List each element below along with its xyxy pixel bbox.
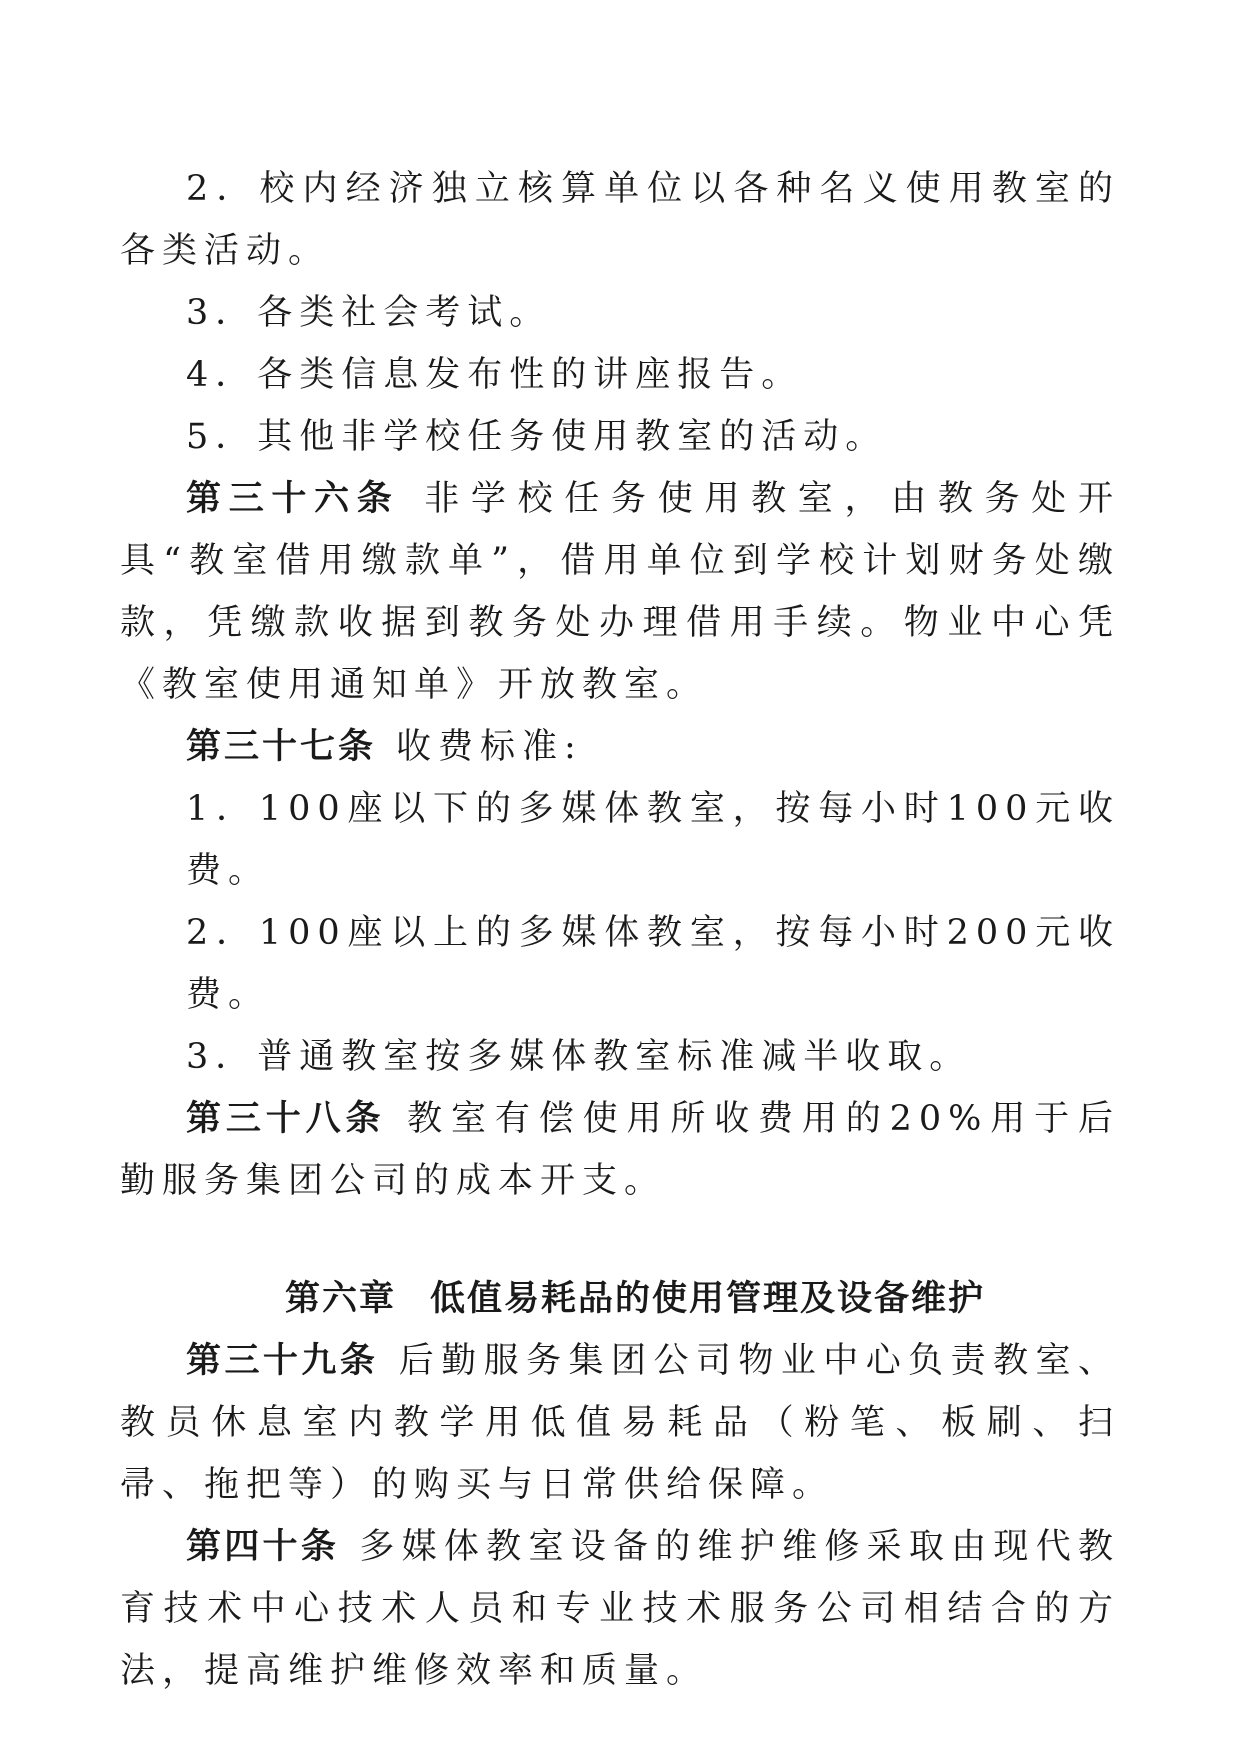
article-40 <box>120 1516 1120 1702</box>
article-text: 多媒体教室设备的维护维修采取由现代教育技术中心技术人员和专业技术服务公司相结合的方法，提高维护维修效率和质量。 <box>120 1527 1120 1691</box>
article-heading: 第三十六条 <box>186 479 400 519</box>
chapter-heading <box>120 1268 1120 1330</box>
document-page <box>120 158 1120 1702</box>
article-39 <box>120 1330 1120 1516</box>
article-36 <box>120 468 1120 716</box>
article-38 <box>120 1088 1120 1212</box>
article-text: 非学校任务使用教室，由教务处开具“教室借用缴款单”，借用单位到学校计划财务处缴款，凭缴款收据到教务处办理借用手续。物业中心凭《教室使用通知单》开放教室。 <box>120 479 1120 705</box>
article-heading: 第三十八条 <box>186 1099 386 1139</box>
list-item: 2．100座以上的多媒体教室，按每小时200元收费。 <box>186 913 1120 1015</box>
article-37 <box>120 716 1120 778</box>
article-heading: 第三十九条 <box>186 1341 379 1381</box>
article-text: 教室有偿使用所收费用的20%用于后勤服务集团公司的成本开支。 <box>120 1099 1120 1201</box>
article-text: 收费标准: <box>396 727 583 767</box>
list-item: 2．校内经济独立核算单位以各种名义使用教室的各类活动。 <box>120 169 1120 271</box>
chapter-label: 第六章 <box>284 1279 396 1319</box>
list-item: 5．其他非学校任务使用教室的活动。 <box>186 417 888 457</box>
article-heading: 第四十条 <box>186 1527 340 1567</box>
article-heading: 第三十七条 <box>186 727 377 767</box>
list-item: 3．普通教室按多媒体教室标准减半收取。 <box>186 1037 972 1077</box>
list-item: 4．各类信息发布性的讲座报告。 <box>186 355 804 395</box>
chapter-title: 低值易耗品的使用管理及设备维护 <box>430 1279 986 1319</box>
list-item: 1．100座以下的多媒体教室，按每小时100元收费。 <box>186 789 1120 891</box>
list-item: 3．各类社会考试。 <box>186 293 552 333</box>
article-text: 后勤服务集团公司物业中心负责教室、教员休息室内教学用低值易耗品（粉笔、板刷、扫帚、拖把等）的购买与日常供给保障。 <box>120 1341 1120 1505</box>
